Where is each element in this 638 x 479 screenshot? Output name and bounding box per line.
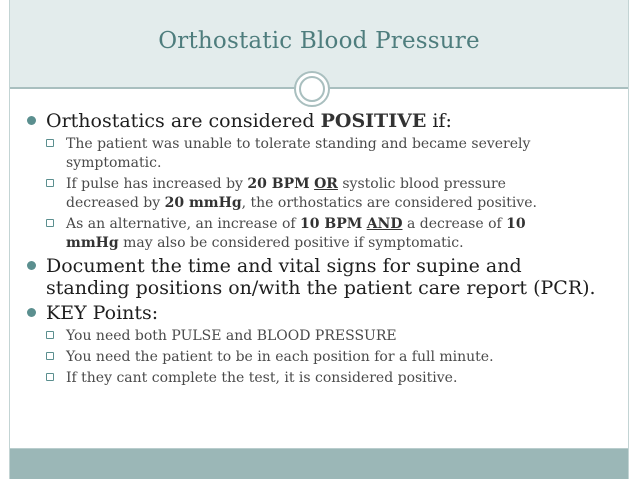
text-run: a decrease of xyxy=(402,216,507,232)
filled-circle-bullet-icon xyxy=(27,308,36,317)
filled-circle-bullet-icon xyxy=(27,261,36,270)
emphasis-run: OR xyxy=(314,176,338,192)
sub-bullet-item xyxy=(24,369,616,388)
right-border-line xyxy=(628,0,629,479)
text-run: The patient was unable to tolerate standing and became severely xyxy=(66,136,531,152)
bullet-text: Document the time and vital signs for supine and xyxy=(46,255,522,277)
sub-bullet-text xyxy=(66,135,616,154)
sub-bullet-item xyxy=(24,215,616,253)
bullet-text xyxy=(46,110,616,132)
text-run: if: xyxy=(426,110,452,132)
sub-bullet-text xyxy=(66,154,616,173)
text-run: If they cant complete the test, it is considered positive. xyxy=(66,370,458,386)
emphasis-run: 20 mmHg xyxy=(164,195,242,211)
text-run: Orthostatics are considered xyxy=(46,110,321,132)
emphasis-run: 10 BPM xyxy=(300,216,363,232)
hollow-square-bullet-icon xyxy=(46,331,54,339)
hollow-square-bullet-icon xyxy=(46,373,54,381)
text-run: decreased by xyxy=(66,195,165,211)
text-run: You need both PULSE and BLOOD PRESSURE xyxy=(66,328,397,344)
hollow-square-bullet-icon xyxy=(46,179,54,187)
bullet-item xyxy=(24,255,616,299)
text-run: symptomatic. xyxy=(66,155,162,171)
sub-bullet-text xyxy=(66,194,616,213)
hollow-square-bullet-icon xyxy=(46,139,54,147)
sub-bullet-item xyxy=(24,175,616,213)
text-run: If pulse has increased by xyxy=(66,176,248,192)
sub-bullet-text xyxy=(66,234,616,253)
bullet-item xyxy=(24,302,616,324)
sub-bullet-item xyxy=(24,327,616,346)
bullet-item xyxy=(24,110,616,132)
filled-circle-bullet-icon xyxy=(27,116,36,125)
sub-bullet-text xyxy=(66,215,616,234)
bullet-text: KEY Points: xyxy=(46,302,159,324)
emphasis-run: mmHg xyxy=(66,235,119,251)
sub-bullet-text xyxy=(66,175,616,194)
emphasis-run: AND xyxy=(366,216,403,232)
emphasis-run: 10 xyxy=(506,216,526,232)
double-ring-ornament-icon xyxy=(293,70,331,108)
sub-bullet-text xyxy=(66,369,616,388)
emphasis-run: POSITIVE xyxy=(320,110,427,132)
text-run: As an alternative, an increase of xyxy=(66,216,301,232)
sub-bullet-item xyxy=(24,135,616,173)
sub-bullet-text xyxy=(66,327,616,346)
hollow-square-bullet-icon xyxy=(46,219,54,227)
text-run: systolic blood pressure xyxy=(337,176,506,192)
bullet-text: standing positions on/with the patient care report (PCR). xyxy=(46,277,596,299)
text-run: may also be considered positive if symptomatic. xyxy=(118,235,464,251)
slide-title: Orthostatic Blood Pressure xyxy=(158,28,480,54)
hollow-square-bullet-icon xyxy=(46,352,54,360)
sub-bullet-text xyxy=(66,348,616,367)
emphasis-run: 20 BPM xyxy=(247,176,310,192)
slide-body xyxy=(24,110,616,390)
text-run: , the orthostatics are considered positive. xyxy=(241,195,537,211)
sub-bullet-item xyxy=(24,348,616,367)
footer-band xyxy=(10,449,628,479)
text-run: You need the patient to be in each position for a full minute. xyxy=(66,349,494,365)
